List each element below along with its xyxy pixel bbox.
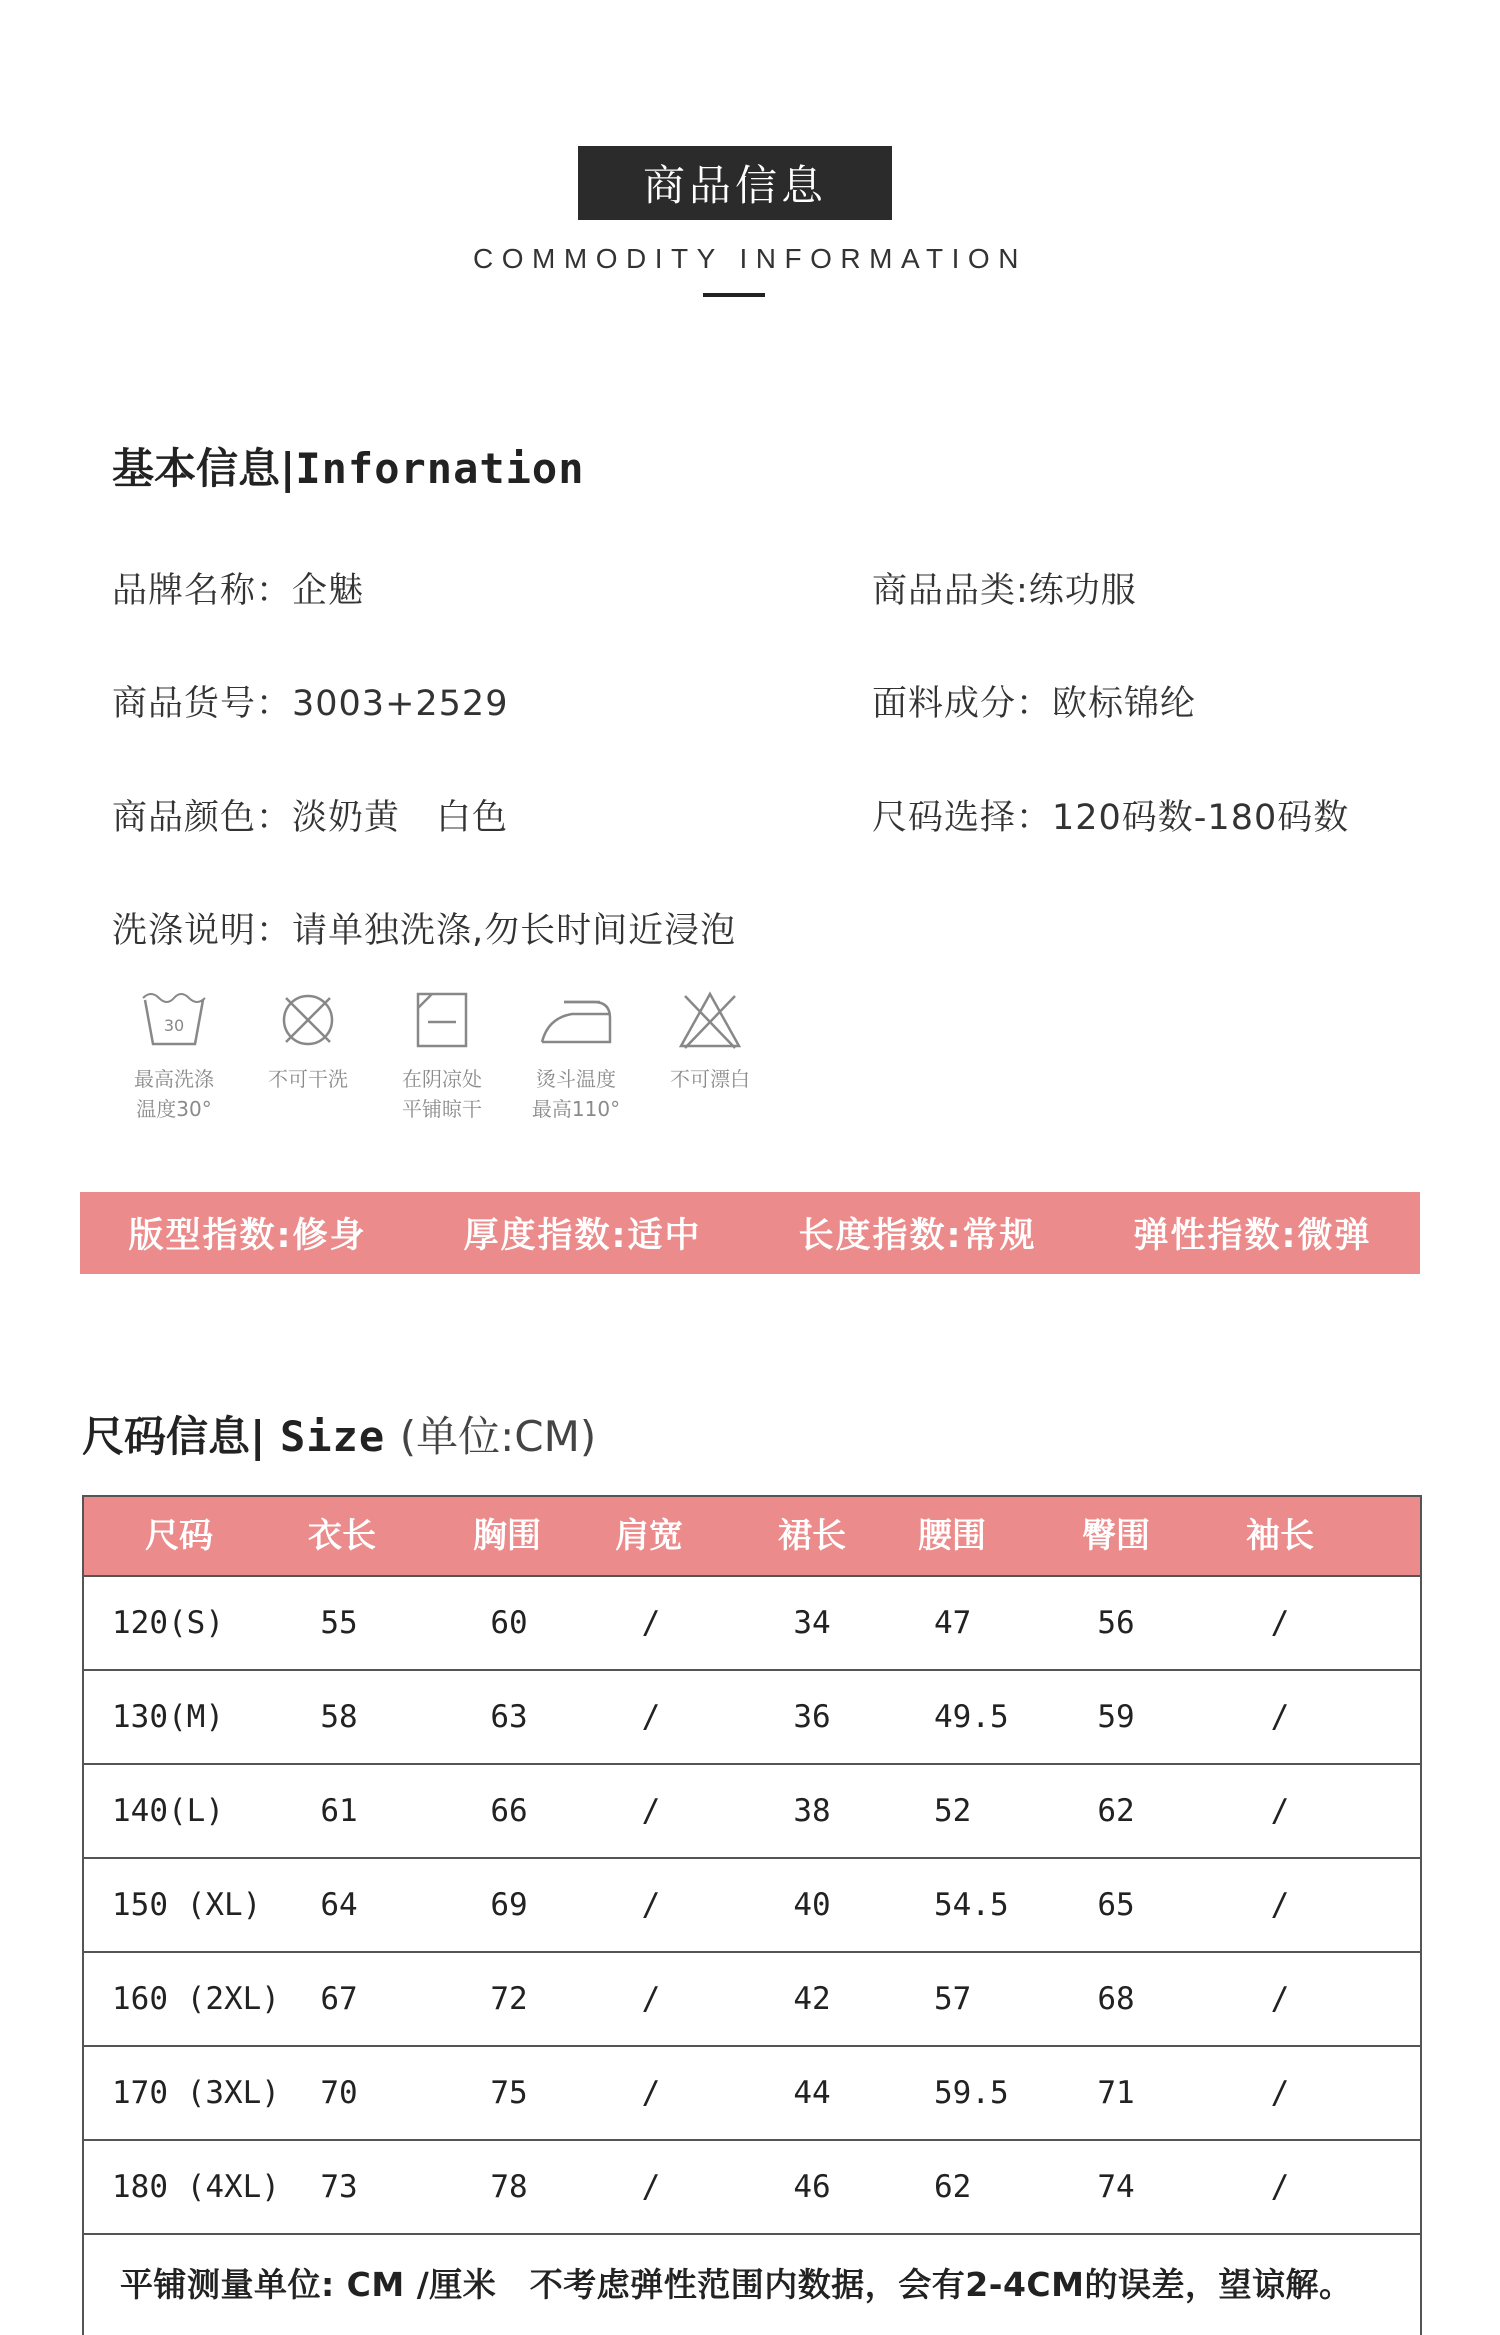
- table-cell: /: [1270, 1887, 1290, 1923]
- no-bleach-icon: [675, 988, 745, 1052]
- care-item-shade-dry-flat: [382, 988, 502, 1124]
- table-row: [84, 1765, 1420, 1859]
- title-divider: [703, 293, 765, 297]
- table-row: [84, 1953, 1420, 2047]
- table-cell: /: [1270, 1793, 1290, 1829]
- item-number-line: 商品货号：3003+2529: [112, 684, 509, 724]
- size-cell: 130(M): [112, 1699, 224, 1735]
- size-info-heading-en: Size: [279, 1412, 386, 1461]
- table-cell: 63: [490, 1699, 528, 1735]
- care-item-no-dry-clean: [248, 988, 368, 1094]
- table-cell: /: [641, 1887, 661, 1923]
- table-cell: 56: [1097, 1605, 1135, 1641]
- table-cell: /: [641, 1605, 661, 1641]
- table-cell: 68: [1097, 1981, 1135, 2017]
- care-label: 不可漂白: [670, 1067, 750, 1091]
- table-cell: /: [1270, 1605, 1290, 1641]
- table-cell: 46: [793, 2169, 831, 2205]
- table-cell: /: [641, 1981, 661, 2017]
- care-item-wash-30: [114, 988, 234, 1124]
- table-cell: 65: [1097, 1887, 1135, 1923]
- table-cell: /: [1270, 1981, 1290, 2017]
- table-cell: /: [641, 2169, 661, 2205]
- table-cell: 38: [793, 1793, 831, 1829]
- table-cell: /: [1270, 2169, 1290, 2205]
- size-cell: 170 (3XL): [112, 2075, 280, 2111]
- table-cell: 49.5: [934, 1699, 1009, 1735]
- table-cell: 52: [934, 1793, 972, 1829]
- column-header: 裙长: [778, 1516, 846, 1556]
- column-header: 衣长: [308, 1516, 376, 1556]
- size-table-header: [84, 1497, 1420, 1577]
- size-info-heading-unit: (单位:CM): [399, 1412, 597, 1461]
- table-cell: 75: [490, 2075, 528, 2111]
- column-header: 腰围: [918, 1516, 986, 1556]
- table-row: [84, 2047, 1420, 2141]
- table-cell: 71: [1097, 2075, 1135, 2111]
- no-dry-clean-icon: [276, 988, 340, 1052]
- size-footnote-row: [84, 2235, 1420, 2335]
- table-cell: 54.5: [934, 1887, 1009, 1923]
- basic-info-heading-en: Infornation: [295, 444, 585, 493]
- thickness-index: 厚度指数:适中: [463, 1216, 702, 1256]
- table-cell: 61: [320, 1793, 358, 1829]
- shade-dry-flat-icon: [410, 988, 474, 1052]
- care-item-iron-110: [516, 988, 636, 1124]
- size-cell: 160 (2XL): [112, 1981, 280, 2017]
- page-subtitle: COMMODITY INFORMATION: [473, 243, 1027, 274]
- table-cell: 58: [320, 1699, 358, 1735]
- basic-info-heading-cn: 基本信息: [112, 444, 281, 493]
- table-cell: 67: [320, 1981, 358, 2017]
- table-cell: 66: [490, 1793, 528, 1829]
- table-cell: 57: [934, 1981, 972, 2017]
- size-cell: 180 (4XL): [112, 2169, 280, 2205]
- table-cell: 34: [793, 1605, 831, 1641]
- table-cell: 60: [490, 1605, 528, 1641]
- size-cell: 120(S): [112, 1605, 224, 1641]
- table-cell: 59.5: [934, 2075, 1009, 2111]
- table-cell: /: [641, 1793, 661, 1829]
- care-label: 烫斗温度: [536, 1067, 616, 1091]
- iron-110-icon: [536, 988, 616, 1052]
- table-cell: 47: [934, 1605, 972, 1641]
- table-cell: 44: [793, 2075, 831, 2111]
- elasticity-index: 弹性指数:微弹: [1133, 1216, 1372, 1256]
- table-cell: 69: [490, 1887, 528, 1923]
- basic-info-heading: [112, 436, 585, 496]
- table-cell: 78: [490, 2169, 528, 2205]
- table-row: [84, 1859, 1420, 1953]
- wash-temp-badge: 30: [163, 1016, 185, 1035]
- table-cell: 62: [934, 2169, 972, 2205]
- table-cell: 59: [1097, 1699, 1135, 1735]
- table-cell: 73: [320, 2169, 358, 2205]
- care-label: 温度30°: [136, 1097, 212, 1121]
- size-footnote: 平铺测量单位: CM /厘米 不考虑弹性范围内数据，会有2-4CM的误差，望谅解。: [120, 2265, 1353, 2304]
- fit-index: 版型指数:修身: [128, 1216, 367, 1256]
- sizes-line: 尺码选择：120码数-180码数: [872, 798, 1350, 838]
- table-cell: 62: [1097, 1793, 1135, 1829]
- size-cell: 140(L): [112, 1793, 224, 1829]
- care-label: 不可干洗: [268, 1067, 348, 1091]
- table-cell: 64: [320, 1887, 358, 1923]
- size-info-heading-sep: |: [250, 1412, 266, 1461]
- table-row: [84, 1577, 1420, 1671]
- column-header: 肩宽: [615, 1516, 683, 1556]
- care-label: 平铺晾干: [402, 1097, 482, 1121]
- table-cell: /: [1270, 2075, 1290, 2111]
- column-header: 尺码: [145, 1516, 213, 1556]
- table-cell: 55: [320, 1605, 358, 1641]
- care-label: 最高洗涤: [134, 1067, 214, 1091]
- fabric-line: 面料成分：欧标锦纶: [872, 684, 1197, 724]
- table-row: [84, 2141, 1420, 2235]
- wash-30-icon: [139, 988, 209, 1052]
- table-cell: /: [1270, 1699, 1290, 1735]
- care-item-no-bleach: [650, 988, 770, 1094]
- size-table: [82, 1495, 1422, 2335]
- table-cell: /: [641, 1699, 661, 1735]
- page-title: 商品信息: [578, 146, 892, 220]
- washing-line: 洗涤说明：请单独洗涤,勿长时间近浸泡: [112, 911, 737, 951]
- basic-info-heading-sep: |: [280, 444, 296, 493]
- table-cell: /: [641, 2075, 661, 2111]
- size-cell: 150 (XL): [112, 1887, 262, 1923]
- table-cell: 36: [793, 1699, 831, 1735]
- column-header: 胸围: [473, 1516, 541, 1556]
- size-info-heading-cn: 尺码信息: [82, 1412, 251, 1461]
- table-cell: 70: [320, 2075, 358, 2111]
- table-row: [84, 1671, 1420, 1765]
- length-index: 长度指数:常规: [798, 1216, 1037, 1256]
- fit-index-band: [80, 1192, 1420, 1274]
- category-line: 商品品类:练功服: [872, 571, 1137, 611]
- column-header: 袖长: [1246, 1516, 1314, 1556]
- table-cell: 40: [793, 1887, 831, 1923]
- column-header: 臀围: [1082, 1516, 1150, 1556]
- size-info-heading: [82, 1404, 596, 1464]
- care-label: 在阴凉处: [402, 1067, 482, 1091]
- table-cell: 42: [793, 1981, 831, 2017]
- brand-line: 品牌名称：企魅: [112, 571, 365, 611]
- table-cell: 72: [490, 1981, 528, 2017]
- care-label: 最高110°: [531, 1097, 621, 1121]
- table-cell: 74: [1097, 2169, 1135, 2205]
- colors-line: 商品颜色：淡奶黄 白色: [112, 798, 509, 838]
